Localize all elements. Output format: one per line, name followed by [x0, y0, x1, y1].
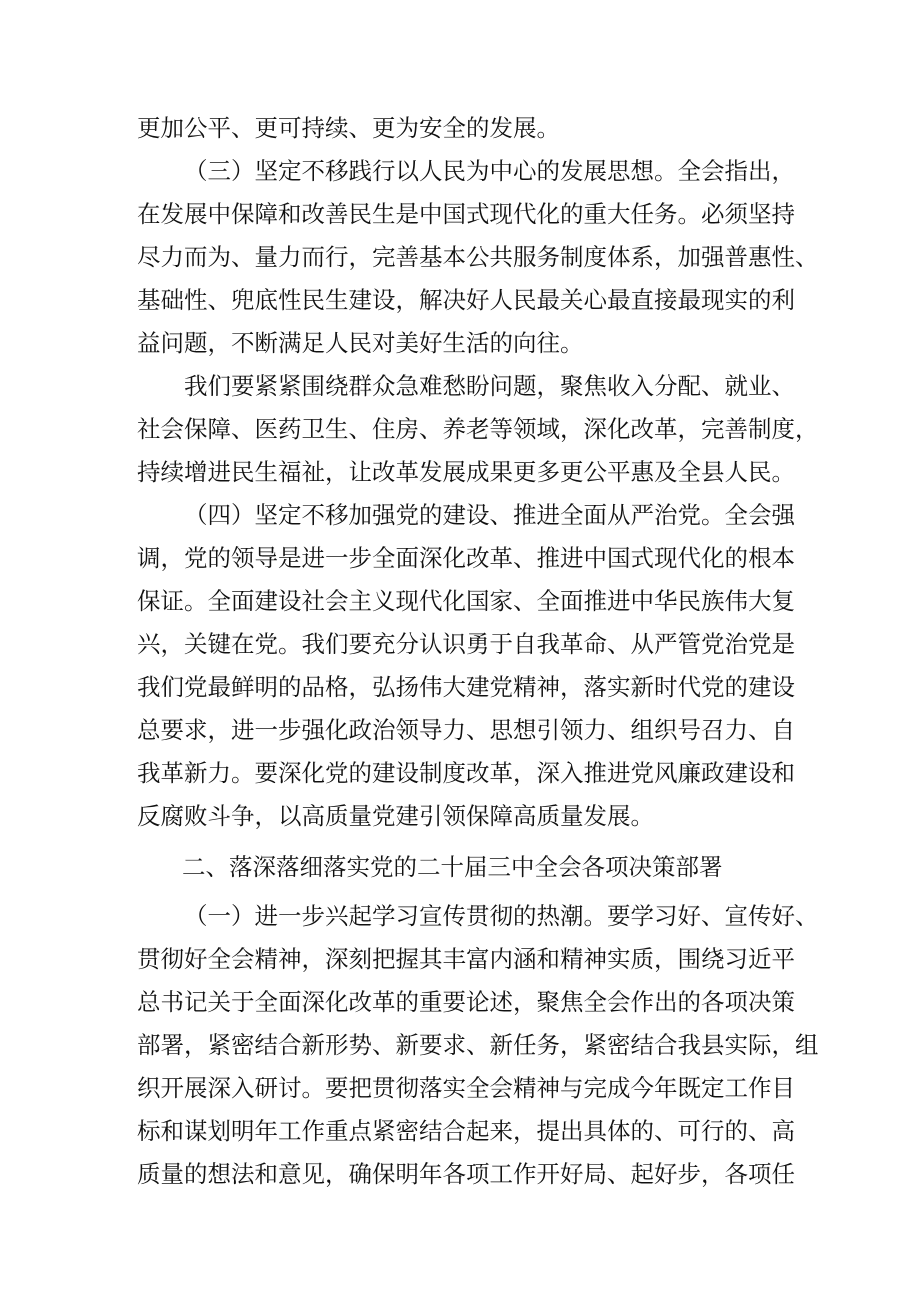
paragraph-line: （四）坚定不移加强党的建设、推进全面从严治党。全会强 — [184, 501, 795, 529]
paragraph-line: 调，党的领导是进一步全面深化改革、推进中国式现代化的根本 — [137, 544, 795, 572]
paragraph-line: 兴，关键在党。我们要充分认识勇于自我革命、从严管党治党是 — [137, 630, 795, 658]
paragraph-line: 我们党最鲜明的品格，弘扬伟大建党精神，落实新时代党的建设 — [137, 673, 795, 701]
paragraph-line: 基础性、兜底性民生建设，解决好人民最关心最直接最现实的利 — [137, 286, 795, 314]
paragraph-line: 质量的想法和意见，确保明年各项工作开好局、起好步，各项任 — [137, 1160, 795, 1188]
paragraph-line: 益问题，不断满足人民对美好生活的向往。 — [137, 329, 584, 357]
paragraph-line: 持续增进民生福祉，让改革发展成果更多更公平惠及全县人民。 — [137, 458, 795, 486]
paragraph-line: 尽力而为、量力而行，完善基本公共服务制度体系，加强普惠性、 — [137, 243, 819, 271]
paragraph-line: 总要求，进一步强化政治领导力、思想引领力、组织号召力、自 — [137, 716, 795, 744]
paragraph-line: 贯彻好全会精神，深刻把握其丰富内涵和精神实质，围绕习近平 — [137, 945, 795, 973]
paragraph-line: 总书记关于全面深化改革的重要论述，聚焦全会作出的各项决策 — [137, 988, 795, 1016]
paragraph-line: 我们要紧紧围绕群众急难愁盼问题，聚焦收入分配、就业、 — [184, 372, 795, 400]
paragraph-line: 标和谋划明年工作重点紧密结合起来，提出具体的、可行的、高 — [137, 1117, 795, 1145]
paragraph-line: 部署，紧密结合新形势、新要求、新任务，紧密结合我县实际，组 — [137, 1031, 819, 1059]
paragraph-line: 更加公平、更可持续、更为安全的发展。 — [137, 114, 560, 142]
paragraph-line: 保证。全面建设社会主义现代化国家、全面推进中华民族伟大复 — [137, 587, 795, 615]
paragraph-line: 反腐败斗争，以高质量党建引领保障高质量发展。 — [137, 802, 654, 830]
paragraph-line: 我革新力。要深化党的建设制度改革，深入推进党风廉政建设和 — [137, 759, 795, 787]
paragraph-line: 在发展中保障和改善民生是中国式现代化的重大任务。必须坚持 — [137, 200, 795, 228]
paragraph-line: 社会保障、医药卫生、住房、养老等领域，深化改革，完善制度， — [137, 415, 819, 443]
paragraph-line: （三）坚定不移践行以人民为中心的发展思想。全会指出， — [184, 157, 795, 185]
paragraph-line: （一）进一步兴起学习宣传贯彻的热潮。要学习好、宣传好、 — [184, 902, 819, 930]
section-heading: 二、落深落细落实党的二十届三中全会各项决策部署 — [182, 853, 723, 881]
paragraph-line: 织开展深入研讨。要把贯彻落实全会精神与完成今年既定工作目 — [137, 1074, 795, 1102]
